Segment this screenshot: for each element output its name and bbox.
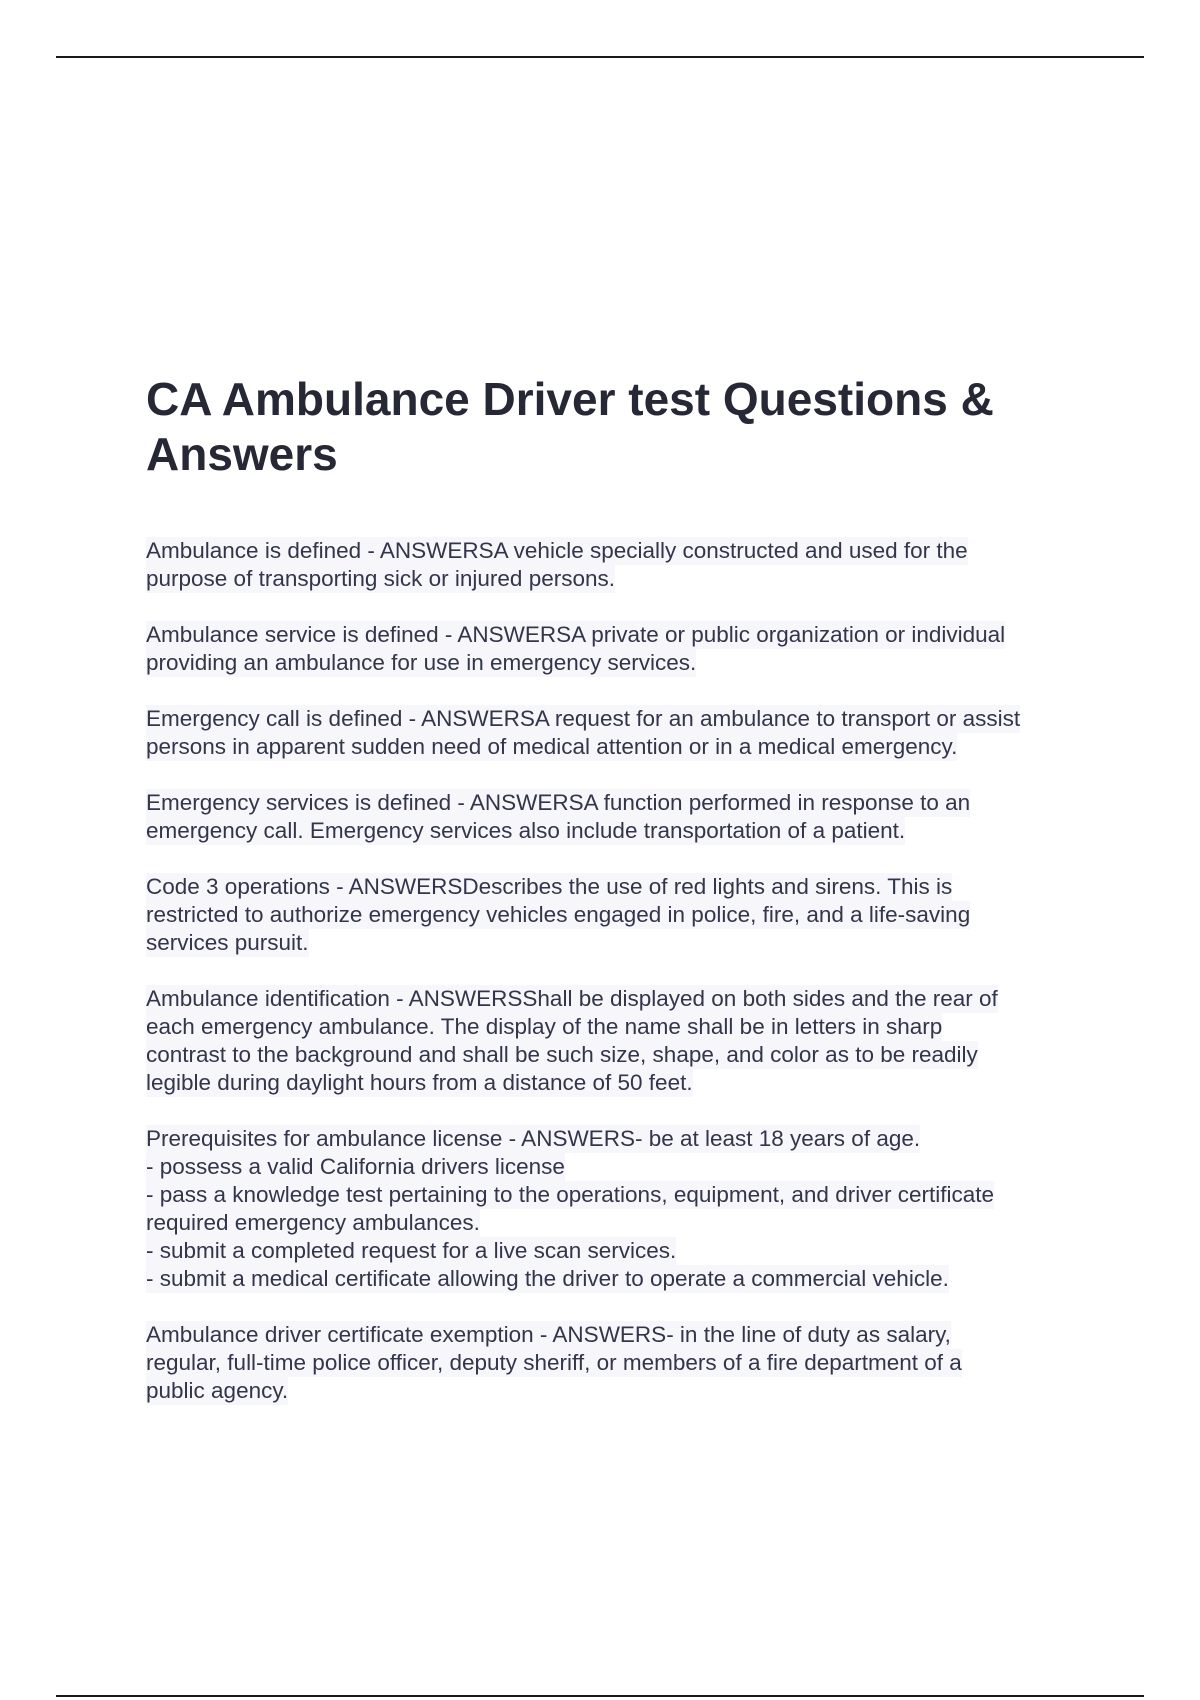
- qa-entry-license-prerequisites: [146, 1125, 1106, 1293]
- qa-line: restricted to authorize emergency vehicles engaged in police, fire, and a life-saving: [146, 902, 971, 927]
- qa-line: Emergency call is defined - ANSWERSA request for an ambulance to transport or assist: [146, 706, 1021, 731]
- qa-line: contrast to the background and shall be such size, shape, and color as to be readily: [146, 1042, 978, 1067]
- qa-line: Ambulance identification - ANSWERSShall be displayed on both sides and the rear of: [146, 986, 998, 1011]
- qa-line: - submit a completed request for a live scan services.: [146, 1238, 677, 1263]
- qa-entry-ambulance-definition: [146, 537, 1106, 593]
- qa-line: purpose of transporting sick or injured persons.: [146, 566, 615, 591]
- qa-line: legible during daylight hours from a distance of 50 feet.: [146, 1070, 693, 1095]
- qa-line: - possess a valid California drivers license: [146, 1154, 565, 1179]
- qa-entry-code-3-operations: [146, 873, 1106, 957]
- qa-entry-ambulance-identification: [146, 985, 1106, 1097]
- qa-line: Ambulance is defined - ANSWERSA vehicle specially constructed and used for the: [146, 538, 968, 563]
- top-rule: [56, 56, 1144, 58]
- qa-line: emergency call. Emergency services also include transportation of a patient.: [146, 818, 906, 843]
- qa-line: providing an ambulance for use in emergency services.: [146, 650, 697, 675]
- title-line-1: CA Ambulance Driver test Questions &: [146, 373, 994, 425]
- bottom-rule: [56, 1695, 1144, 1697]
- qa-line: required emergency ambulances.: [146, 1210, 480, 1235]
- title-line-2: Answers: [146, 428, 338, 480]
- document-body: [146, 372, 1106, 1433]
- qa-line: Ambulance service is defined - ANSWERSA private or public organization or individual: [146, 622, 1006, 647]
- qa-line: Prerequisites for ambulance license - ANSWERS- be at least 18 years of age.: [146, 1126, 921, 1151]
- qa-line: Emergency services is defined - ANSWERSA function performed in response to an: [146, 790, 971, 815]
- qa-entry-certificate-exemption: [146, 1321, 1106, 1405]
- qa-entry-ambulance-service: [146, 621, 1106, 677]
- qa-line: - pass a knowledge test pertaining to the operations, equipment, and driver certificate: [146, 1182, 994, 1207]
- qa-line: public agency.: [146, 1378, 289, 1403]
- qa-line: Ambulance driver certificate exemption - ANSWERS- in the line of duty as salary,: [146, 1322, 951, 1347]
- qa-line: regular, full-time police officer, deputy sheriff, or members of a fire department of a: [146, 1350, 962, 1375]
- qa-line: services pursuit.: [146, 930, 309, 955]
- qa-line: each emergency ambulance. The display of the name shall be in letters in sharp: [146, 1014, 943, 1039]
- qa-line: - submit a medical certificate allowing the driver to operate a commercial vehicle.: [146, 1266, 949, 1291]
- qa-line: persons in apparent sudden need of medical attention or in a medical emergency.: [146, 734, 958, 759]
- qa-line: Code 3 operations - ANSWERSDescribes the use of red lights and sirens. This is: [146, 874, 953, 899]
- document-title: [146, 372, 1106, 482]
- qa-list: [146, 537, 1106, 1405]
- qa-entry-emergency-call: [146, 705, 1106, 761]
- qa-entry-emergency-services: [146, 789, 1106, 845]
